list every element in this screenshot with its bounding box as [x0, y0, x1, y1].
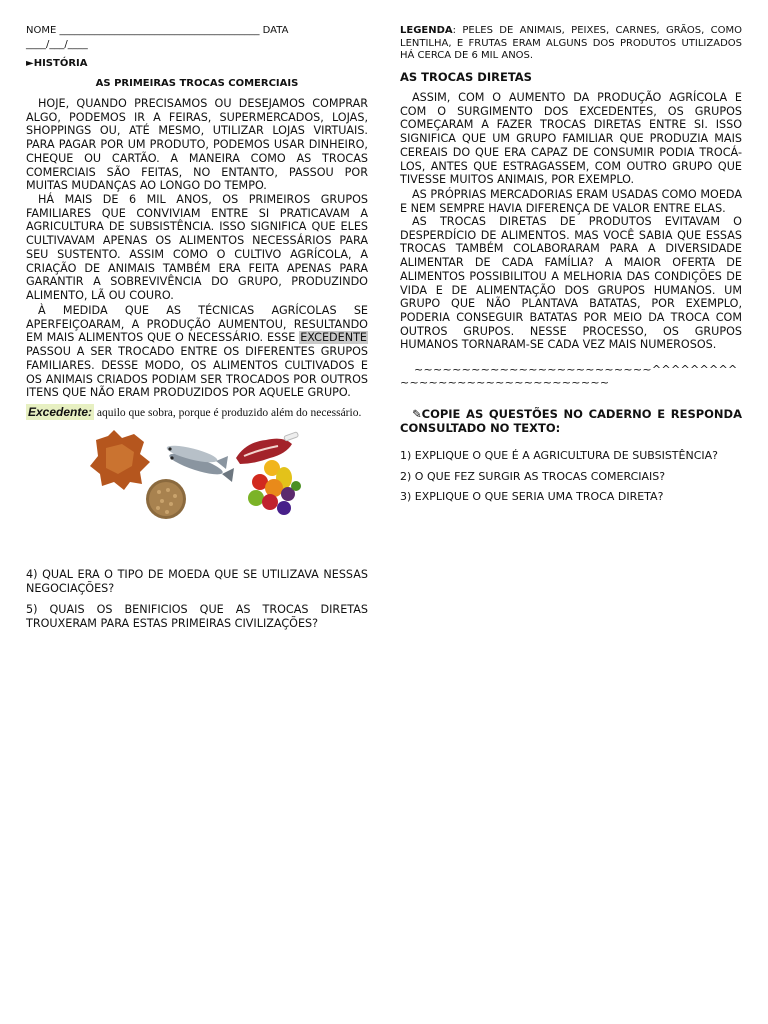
- question-5: 5) QUAIS OS BENIFICIOS QUE AS TROCAS DIRETAS TROUXERAM PARA ESTAS PRIMEIRAS CIVILIZAÇÕES?: [26, 603, 368, 630]
- question-1: 1) EXPLIQUE O QUE É A AGRICULTURA DE SUBSISTÊNCIA?: [400, 449, 718, 462]
- paragraph-2: HÁ MAIS DE 6 MIL ANOS, OS PRIMEIROS GRUPOS FAMILIARES QUE CONVIVIAM ENTRE SI PRATICAVAM A AGRICULTURA DE SUBSISTÊNCIA. ISSO SIGNIFICA QUE ELES CULTIVAVAM APENAS OS ALIMENTOS NECESSÁRIOS PARA SEU SUSTENTO. ASSIM COMO O CULTIVO AGRÍCOLA, A CRIAÇÃO DE ANIMAIS TAMBÉM ERA FEITA APENAS PARA GARANTIR A SOBREVIVÊNCIA DO GRUPO, PRODUZINDO ALIMENTO, LÃ OU COURO.: [26, 193, 368, 302]
- subject-label: [26, 58, 368, 70]
- right-paragraph-2: AS PRÓPRIAS MERCADORIAS ERAM USADAS COMO MOEDA E NEM SEMPRE HAVIA DIFERENÇA DE VALOR ENTRE ELAS.: [400, 188, 742, 215]
- name-date-line: NOME ________________________________________ DATA: [26, 25, 289, 36]
- question-3: 3) EXPLIQUE O QUE SERIA UMA TROCA DIRETA?: [400, 490, 664, 503]
- paragraph-3: [26, 304, 368, 400]
- definition-term: Excedente:: [28, 405, 93, 419]
- products-illustration: [88, 428, 303, 523]
- instruction-text: ✎COPIE AS QUESTÕES NO CADERNO E RESPONDA CONSULTADO NO TEXTO:: [400, 407, 742, 435]
- fish-icon: [165, 442, 234, 482]
- right-paragraph-3: AS TROCAS DIRETAS DE PRODUTOS EVITAVAM O DESPERDÍCIO DE ALIMENTOS. MAS VOCÊ SABIA QUE ESSAS TROCAS TAMBÉM COLABORARAM PARA A DIVERSIDADE ALIMENTAR DE CADA FAMÍLIA? A MAIOR OFERTA DE ALIMENTOS POSSIBILITOU A MELHORIA DAS CONDIÇÕES DE VIDA E DE ALIMENTAÇÃO DOS GRUPOS HUMANOS. UM GRUPO QUE NÃO PLANTAVA BATATAS, POR EXEMPLO, PODERIA CONSEGUIR BATATAS POR MEIO DA TROCA COM OUTROS GRUPOS. NESSE PROCESSO, OS GRUPOS HUMANOS TORNARAM-SE CADA VEZ MAIS NUMEROSOS.: [400, 215, 742, 352]
- excedente-highlight: EXCEDENTE: [300, 331, 367, 345]
- grains-icon: [146, 479, 186, 519]
- definition-box: [26, 405, 368, 419]
- right-paragraph-1: ASSIM, COM O AUMENTO DA PRODUÇÃO AGRÍCOLA E COM O SURGIMENTO DOS EXCEDENTES, OS GRUPOS COMEÇARAM A FAZER TROCAS DIRETAS ENTRE SI. ISSO SIGNIFICA QUE UM GRUPO FAMILIAR QUE PRODUZIA MAIS CEREAIS DO QUE ERA CAPAZ DE CONSUMIR PODIA TROCÁ-LOS, ANTES QUE ESTRAGASSEM, COM OUTRO GRUPO QUE TIVESSE MUITOS ANIMAIS, POR EXEMPLO.: [400, 91, 742, 187]
- legend-text: : PELES DE ANIMAIS, PEIXES, CARNES, GRÃOS, COMO LENTILHA, E FRUTAS ERAM ALGUNS DOS PRODUTOS UTILIZADOS HÁ CERCA DE 6 MIL ANOS.: [400, 25, 742, 61]
- fruits-icon: [248, 460, 301, 515]
- subject-text: HISTÓRIA: [33, 58, 88, 69]
- paragraph-3-after: PASSOU A SER TROCADO ENTRE OS DIFERENTES GRUPOS FAMILIARES. DESSE MODO, OS ALIMENTOS CULTIVADOS E OS ANIMAIS CRIADOS PODIAM SER TROCADOS POR OUTROS ITENS QUE NÃO ERAM PRODUZIDOS POR AQUELE GRUPO.: [26, 345, 368, 400]
- image-legend: [400, 25, 742, 63]
- question-4: 4) QUAL ERA O TIPO DE MOEDA QUE SE UTILIZAVA NESSAS NEGOCIAÇÕES?: [26, 568, 368, 595]
- arrow-icon: ►: [26, 58, 34, 69]
- leather-hide-icon: [90, 430, 150, 490]
- meat-icon: [236, 432, 299, 464]
- definition-text: aquilo que sobra, porque é produzido além do necessário.: [94, 407, 362, 419]
- legend-label: LEGENDA: [400, 25, 453, 36]
- paragraph-1: HOJE, QUANDO PRECISAMOS OU DESEJAMOS COMPRAR ALGO, PODEMOS IR A FEIRAS, SUPERMERCADOS, LOJAS, SHOPPINGS OU, ATÉ MESMO, UTILIZAR LOJAS VIRTUAIS. PARA PAGAR POR UM PRODUTO, PODEMOS USAR DINHEIRO, CHEQUE OU CARTÃO. A MANEIRA COMO AS TROCAS COMERCIAIS SÃO FEITAS, NO ENTANTO, PASSOU POR MUITAS MUDANÇAS AO LONGO DO TEMPO.: [26, 97, 368, 193]
- question-2: 2) O QUE FEZ SURGIR AS TROCAS COMERCIAIS?: [400, 470, 666, 483]
- paragraph-3-before: À MEDIDA QUE AS TÉCNICAS AGRÍCOLAS SE APERFEIÇOARAM, A PRODUÇÃO AUMENTOU, RESULTANDO EM MAIS ALIMENTOS QUE O NECESSÁRIO. ESSE: [26, 304, 368, 345]
- section-title: AS TROCAS DIRETAS: [400, 70, 532, 84]
- page-title: AS PRIMEIRAS TROCAS COMERCIAIS: [95, 78, 299, 89]
- decorative-divider: ~~~~~~~~~~~~~~~~~~~~~~~~~^^^^^^^^^~~~~~~~~~~~~~~~~~~~~~~: [400, 363, 738, 389]
- date-blank: ____/___/____: [26, 39, 88, 50]
